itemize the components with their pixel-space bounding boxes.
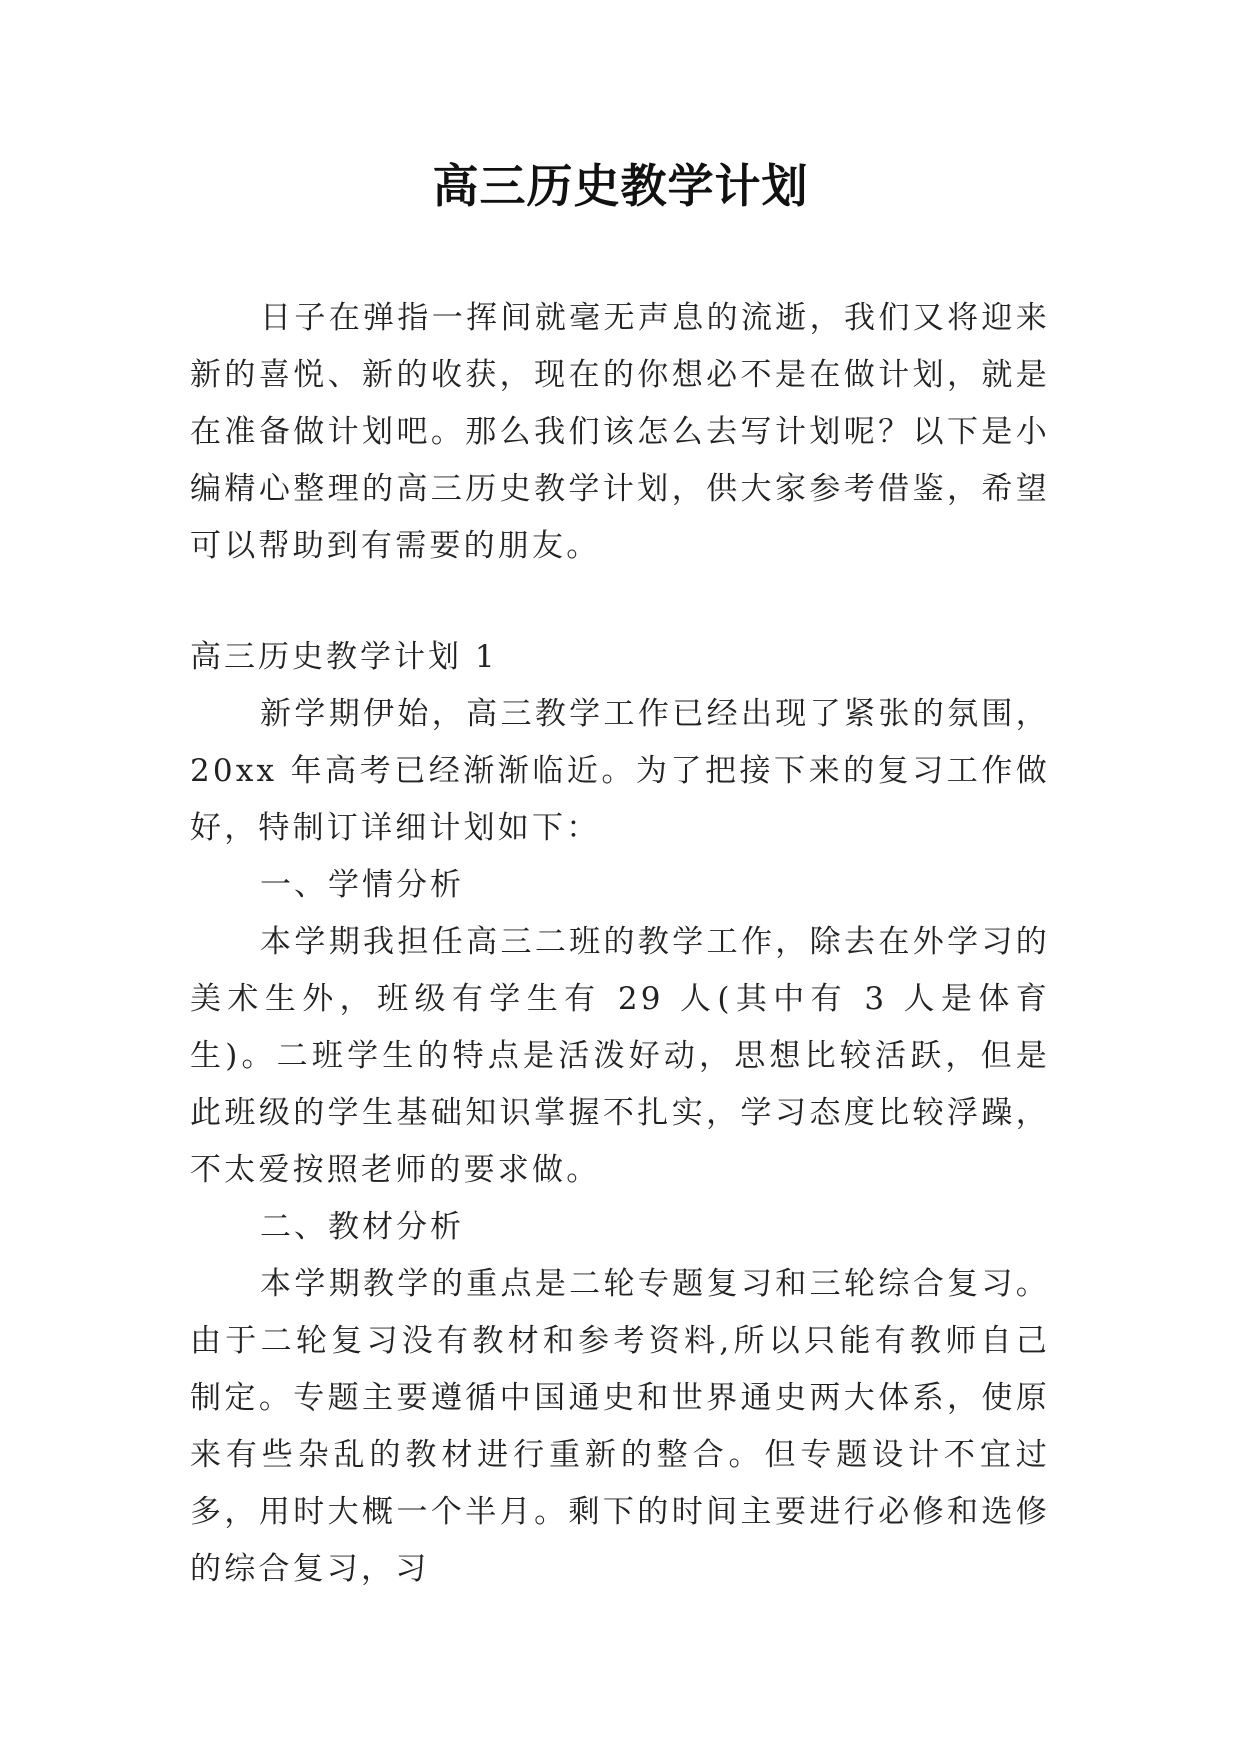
intro-paragraph: 日子在弹指一挥间就毫无声息的流逝，我们又将迎来新的喜悦、新的收获，现在的你想必不是在做计划，就是在准备做计划吧。那么我们该怎么去写计划呢？以下是小编精心整理的高三历史教学计划，供大家参考借鉴，希望可以帮助到有需要的朋友。 xyxy=(190,300,1050,564)
subheading-student-analysis: 一、学情分析 xyxy=(260,867,464,903)
section-heading: 高三历史教学计划 1 xyxy=(190,639,498,675)
body-paragraph: 本学期我担任高三二班的教学工作，除去在外学习的美术生外，班级有学生有 29 人(其中有 3 人是体育生)。二班学生的特点是活泼好动，思想比较活跃，但是此班级的学生基础知识掌握不扎实，学习态度比较浮躁，不太爱按照老师的要求做。 xyxy=(190,924,1050,1188)
document-title: 高三历史教学计划 xyxy=(432,159,809,213)
body-paragraph: 本学期教学的重点是二轮专题复习和三轮综合复习。由于二轮复习没有教材和参考资料,所以只能有教师自己制定。专题主要遵循中国通史和世界通史两大体系，使原来有些杂乱的教材进行重新的整合。但专题设计不宜过多，用时大概一个半月。剩下的时间主要进行必修和选修的综合复习，习 xyxy=(190,1266,1050,1587)
document-body xyxy=(190,290,1050,1598)
body-paragraph: 新学期伊始，高三教学工作已经出现了紧张的氛围，20xx 年高考已经渐渐临近。为了把接下来的复习工作做好，特制订详细计划如下： xyxy=(190,696,1050,846)
subheading-textbook-analysis: 二、教材分析 xyxy=(260,1209,464,1245)
